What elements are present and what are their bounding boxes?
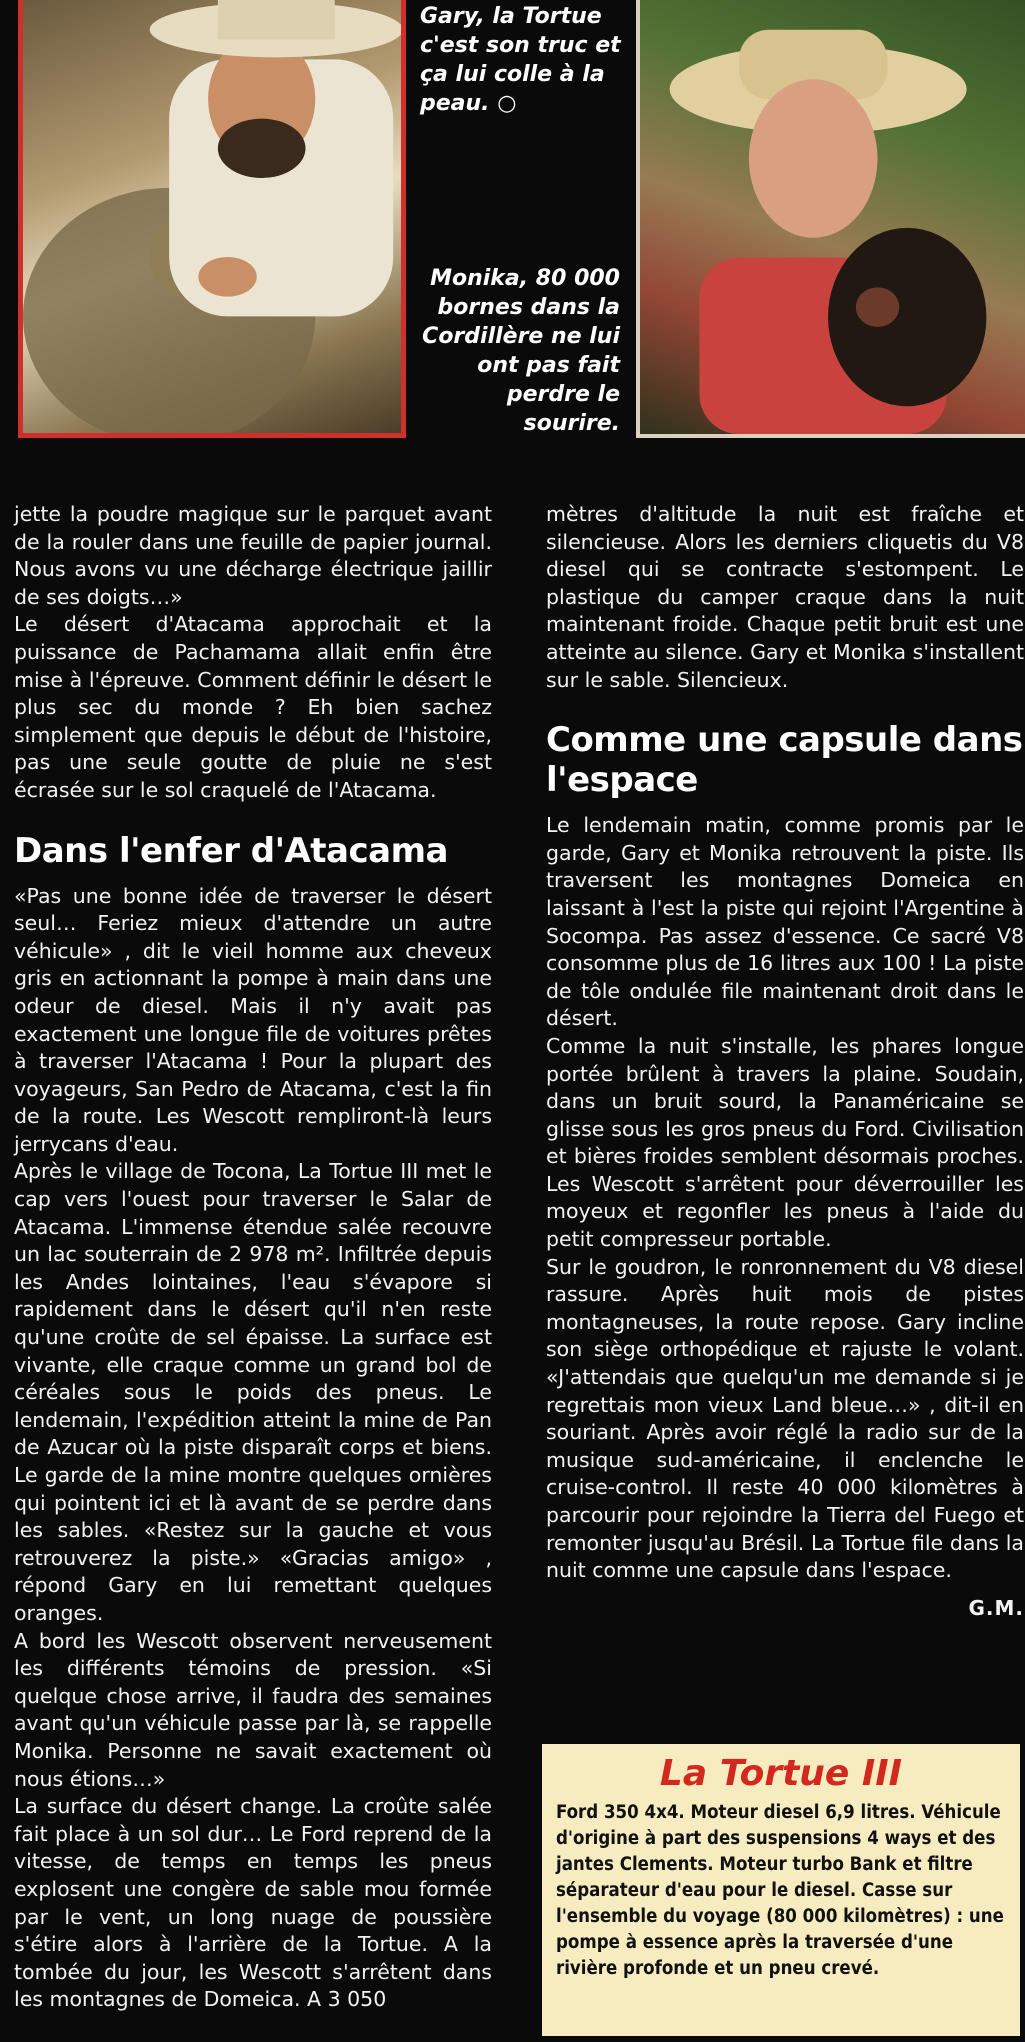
caption-gary-mark: ○ <box>497 91 517 116</box>
caption-gary <box>420 2 630 118</box>
paragraph: Le lendemain matin, comme promis par le garde, Gary et Monika retrouvent la piste. Ils traversent les montagnes Domeica en laissant à l'est la piste qui rejoint l'Argentine à Socompa. Pas assez d'essence. Ce sacré V8 consomme plus de 16 litres aux 100 ! La piste de tôle ondulée file maintenant droit dans le désert. <box>546 813 1024 1031</box>
photo-monika-monkey <box>636 0 1025 438</box>
paragraph: Comme la nuit s'installe, les phares longue portée brûlent à travers la plaine. Soudain, dans un bruit sourd, la Panaméricaine se glisse sous les gros pneus du Ford. Civilisation et bières froides semblent désormais proches. Les Wescott s'arrêtent pour déverrouiller les moyeux et regonfler les pneus à l'aide du petit compresseur portable. <box>546 1033 1024 1252</box>
article-left-column <box>14 501 492 2014</box>
section-heading: Comme une capsule dans l'espace <box>546 720 1023 801</box>
paragraph: Le désert d'Atacama approchait et la puissance de Pachamama allait enfin être mise à l'épreuve. Comment définir le désert le plus sec du monde ? Eh bien sachez simplement que depuis le début de l'histoire, pas une seule goutte de pluie ne s'est écrasée sur le sol craquelé de l'Atacama. <box>14 612 492 802</box>
paragraph: La surface du désert change. La croûte salée fait place à un sol dur… Le Ford reprend de la vitesse, de temps en temps les pneus explosent une congère de sable mou formée par le vent, un long nuage de poussière s'étire alors à l'arrière de la Tortue. A la tombée du jour, les Wescott s'arrêtent dans les montagnes de Domeica. A 3 050 <box>14 1794 492 2012</box>
photo-gary-illustration <box>23 0 401 433</box>
photo-monika-illustration <box>640 0 1025 434</box>
photo-gary-tortoise <box>18 0 406 438</box>
paragraph: Sur le goudron, le ronronnement du V8 diesel rassure. Après huit mois de pistes montagneuses, la route repose. Gary incline son siège orthopédique et rajuste le volant. «J'attendais que quelqu'un me demande si je regrettais mon vieux Land bleue…» , dit-il en souriant. Après avoir réglé la radio sur de la musique sud-américaine, il enclenche le cruise-control. Il reste 40 000 kilomètres à parcourir pour rejoindre la Tierra del Fuego et remonter jusqu'au Brésil. La Tortue file dans la nuit comme une capsule dans l'espace. <box>546 1254 1024 1583</box>
info-box-body: Ford 350 4x4. Moteur diesel 6,9 litres. Véhicule d'origine à part des suspensions 4 ways et des jantes Clements. Moteur turbo Bank et filtre séparateur d'eau pour le diesel. Casse sur l'ensemble du voyage (80 000 kilomètres) : une pompe à essence après la traversée d'une rivière profonde et un pneu crevé. <box>556 1802 1004 1979</box>
paragraph: mètres d'altitude la nuit est fraîche et silencieuse. Alors les derniers cliquetis du V8 diesel qui se contracte s'estompent. Le plastique du camper craque dans la nuit maintenant froide. Chaque petit bruit est une atteinte au silence. Gary et Monika s'installent sur le sable. Silencieux. <box>546 502 1024 692</box>
author-signature: G.M. <box>968 1595 1024 1620</box>
vehicle-info-box <box>542 1744 1020 2036</box>
paragraph: «Pas une bonne idée de traverser le désert seul… Feriez mieux d'attendre un autre véhicule» , dit le vieil homme aux cheveux gris en actionnant la pompe à main dans une odeur de diesel. Mais il n'y avait pas exactement une longue file de voitures prêtes à traverser l'Atacama ! Pour la plupart des voyageurs, San Pedro de Atacama, c'est la fin de la route. Les Wescott rempliront-là leurs jerrycans d'eau. <box>14 883 492 1156</box>
caption-monika: Monika, 80 000 bornes dans la Cordillère ne lui ont pas fait perdre le sourire. <box>422 266 620 436</box>
paragraph: Après le village de Tocona, La Tortue III met le cap vers l'ouest pour traverser le Salar de Atacama. L'immense étendue salée recouvre un lac souterrain de 2 978 m². Infiltrée depuis les Andes lointaines, l'eau s'évapore si rapidement dans le désert qu'il n'en reste qu'une croûte de sel épaisse. La surface est vivante, elle craque comme un grand bol de céréales sous le poids des pneus. Le lendemain, l'expédition atteint la mine de Pan de Azucar où la piste disparaît corps et biens. Le garde de la mine montre quelques ornières qui pointent ici et là avant de se perdre dans les sables. «Restez sur la gauche et vous retrouverez la piste.» «Gracias amigo» , répond Gary en lui remettant quelques oranges. <box>14 1159 492 1625</box>
paragraph: jette la poudre magique sur le parquet avant de la rouler dans une feuille de papier journal. Nous avons vu une décharge électrique jaillir de ses doigts…» <box>14 502 492 609</box>
info-box-title: La Tortue III <box>659 1753 903 1794</box>
paragraph: A bord les Wescott observent nerveusement les différents témoins de pression. «Si quelque chose arrive, il faudra des semaines avant qu'un véhicule passe par là, se rappelle Monika. Personne ne savait exactement où nous étions…» <box>14 1628 492 1791</box>
caption-gary-text: Gary, la Tortue c'est son truc et ça lui colle à la peau. <box>420 4 621 116</box>
article-right-column <box>546 501 1024 1622</box>
section-heading: Dans l'enfer d'Atacama <box>14 830 448 871</box>
